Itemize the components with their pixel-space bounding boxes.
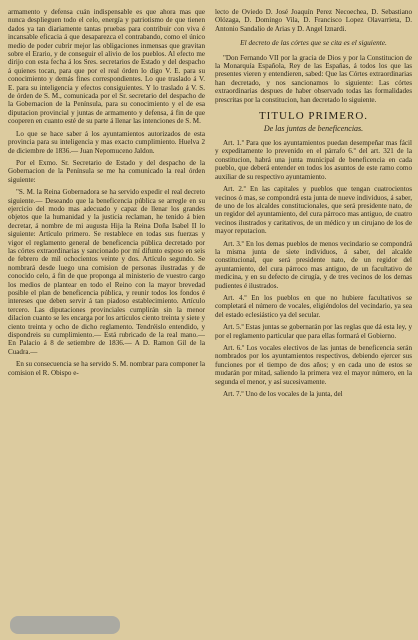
- left-column: [8, 8, 205, 634]
- article: Art. 4.º En los pueblos en que no hubiere facultativos se completará el número de vocales, eligiéndolos del vecindario, ya sea del estado eclesiástico ya del secular.: [215, 293, 412, 319]
- article: Art. 5.º Estas juntas se gobernarán por las reglas que dá esta ley, y por el reglamento particular que para ellas formará el Gobierno.: [215, 323, 412, 340]
- paragraph: "S. M. la Reina Gobernadora se ha servido expedir el real decreto siguiente.— Deseando que la beneficencia pública se arregle en su ejercicio del modo mas adecuado y capaz de llenar los grandes objetos que la humanidad y la justicia reclaman, he tenido á bien decretar, á nombre de mi augusta Hija la Reina Doña Isabel II lo siguiente: Artículo primero. Se restablece en todas sus fuerzas y vigor el reglamento general de beneficencia pública decretado por las córtes extraordinarias y sancionado por mí difunto esposo en seis de febrero de mil ochocientos veinte y dos. Artículo segundo. Se nombrará desde luego una comision de personas ilustradas y de conocido celo, á fin de que proponga al ministerio de vuestro cargo los medios de plantear en todo el Reino con la mayor brevedad posible el plan de beneficencia pública, y reunir todos los fondos é intereses que deben servir á tan piadoso establecimiento. Artículo tercero. Las diputaciones provinciales cumplirán sin la menor dilacion cuanto se les encarga por los artículos ciento treinta y siete y ciento treinta y ocho de dicho reglamento. Tendréislo entendido, y dispondreis su cumplimiento.— Está rubricado de la real mano.— En Palacio á 8 de setiembre de 1836.— A D. Ramon Gil de la Cuadra.—: [8, 188, 205, 356]
- article: Art. 1.º Para que los ayuntamientos puedan desempeñar mas fácil y expeditamente lo prevenido en el párrafo 6.º del art. 321 de la constitucion, habrá una junta municipal de beneficencia en cada pueblo, que deberá entender en todos los asuntos de este ramo como auxiliar de su respectivo ayuntamiento.: [215, 139, 412, 181]
- paragraph: Lo que se hace saber á los ayuntamientos autorizados de esta provincia para su inteligencia y mas exacto cumplimiento. Huelva 2 de diciembre de 1836.— Juan Nepomuceno Jaldon.: [8, 129, 205, 155]
- lead-paragraph: lecto de Oviedo D. José Joaquín Perez Necoechea, D. Sebastiano Olózaga, D. Domingo Vila, D. Francisco Lopez Olavarrieta, D. Antonio Sandalio de Arias y D. Angel Iznardi.: [215, 8, 412, 33]
- article: Art. 3.º En los demas pueblos de menos vecindario se compondrá la misma junta de siete individuos, á saber, del alcalde constitucional, que será presidente nato, de un regidor del ayuntamiento, del cura párroco mas antiguo, de un facultativo de medicina, y en su defecto de cirugía, y de tres vecinos de los demas pudientes é ilustrados.: [215, 239, 412, 290]
- decree-title: El decreto de las córtes que se cita es el siguiente.: [240, 38, 387, 48]
- article: Art. 6.º Los vocales electivos de las juntas de beneficencia serán nombrados por los ayuntamientos respectivos, debiendo ejercer sus funciones por el tiempo de dos años; y en cada uno de estos se mudarán por mitad, saliendo la primera vez el mayor número, en la segunda el menor, y así sucesivamente.: [215, 344, 412, 386]
- right-column: [215, 8, 412, 634]
- section-heading: TITULO PRIMERO.: [258, 110, 369, 123]
- article: Art. 7.º Uno de los vocales de la junta, del: [223, 390, 343, 399]
- section-subheading: De las juntas de beneficencias.: [263, 124, 364, 134]
- paragraph: armamento y defensa cuán indispensable es que ahora mas que nunca desplieguen todo el celo, energía y patriotismo de que tienen dados ya tan diariamente tantas pruebas para contribuir con viva é incansable eficacia á que desaparezca el contrabando, como el único medio de poder cubrir mejor las obligaciones inmensas que gravitan sobre el Erario, y de conseguir el alivio de los pueblos. Al efecto me dirijo con esta fecha á los Sres. secretarios de Estado y del despacho á quienes tocan, para que por el real órden lo digo V. E. para su conocimiento y demás fines correspondientes. Lo que traslado á V. E. para su inteligencia y efectos consiguientes. Y lo traslado á V. S. de órden de S. M., comunicada por el Sr. secretario del despacho de la Gobernacion de la Península, para su conocimiento y el de esa diputacion provincial y juntas de armamento y defensa, á fin de que cooperen en cuanto esté de su parte á llenar las intenciones de S. M.: [8, 8, 205, 126]
- decree-intro: "Don Fernando VII por la gracia de Dios y por la Constitucion de la Monarquía Española, Rey de las Españas, á todos los que las presentes vieren y entendieren, sabed: Que las Córtes extraordinarias han decretado, y nos sancionamos lo siguiente: Las córtes extraordinarias despues de haber observado todas las formalidades prescritas por la constitucion, han decretado lo siguiente.: [215, 53, 412, 104]
- paragraph: Por el Exmo. Sr. Secretario de Estado y del despacho de la Gobernacion de la Península se me ha comunicado la real órden siguiente:: [8, 158, 205, 184]
- paragraph: En su consecuencia se ha servido S. M. nombrar para componer la comision el R. Obispo e-: [8, 360, 205, 377]
- library-stamp-mark: [10, 616, 120, 634]
- article: Art. 2.º En las capitales y pueblos que tengan cuatrocientos vecinos ó mas, se compondrá esta junta de nueve individuos, á saber, de uno de los alcaldes constitucionales, que será presidente nato, de un regidor del ayuntamiento, del cura párroco mas antiguo, de cuatro vecinos ilustrados y caritativos, de un médico y un cirujano de los de mayor reputacion.: [215, 185, 412, 236]
